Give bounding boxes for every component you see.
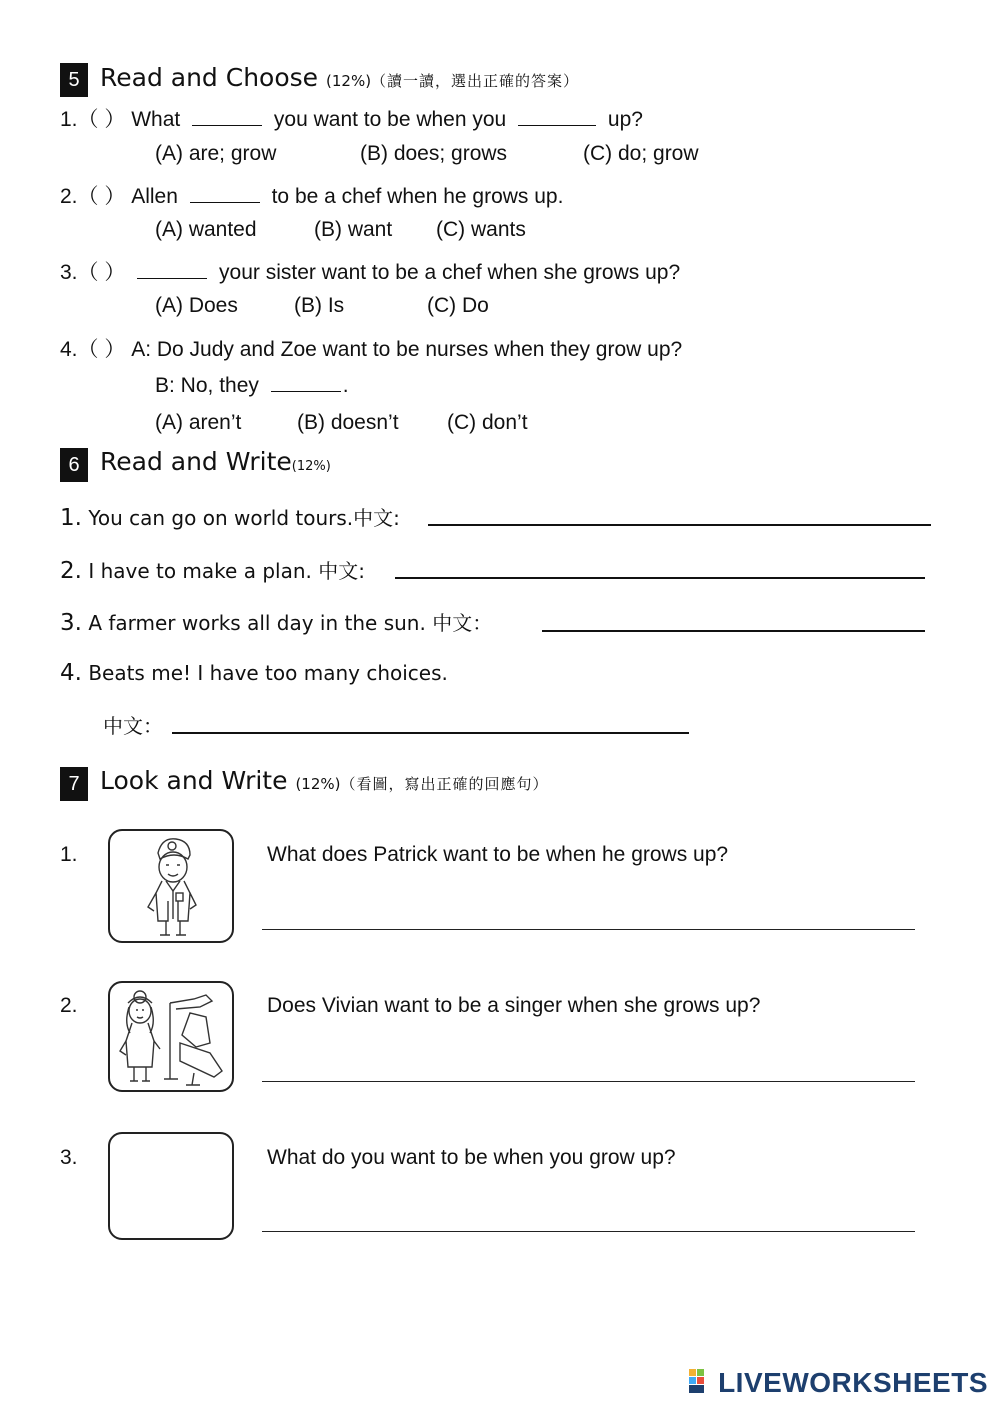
drawing-box[interactable]	[108, 1132, 234, 1240]
section-title-text: Look and Write	[100, 766, 288, 795]
section-title-read-and-write	[100, 447, 331, 476]
answer-line[interactable]	[395, 577, 925, 579]
picture-frame	[108, 829, 234, 943]
section-instruction: （看圖，寫出正確的回應句）	[340, 775, 549, 793]
question-number: 2.（ ）	[60, 185, 126, 208]
question-text: What do you want to be when you grow up?	[267, 1146, 676, 1169]
section-title-look-and-write	[100, 766, 549, 795]
section-points: (12%)	[291, 459, 331, 474]
item-number: 1.	[60, 843, 78, 866]
question-text: What does Patrick want to be when he grows up?	[267, 843, 729, 866]
liveworksheets-logo-icon	[688, 1368, 714, 1401]
picture-frame	[108, 981, 234, 1092]
section-title-text: Read and Write	[100, 447, 292, 476]
section-instruction: （讀一讀，選出正確的答案）	[371, 72, 580, 90]
option-b[interactable]: (B) Is	[294, 294, 345, 317]
item-number: 2.	[60, 994, 78, 1017]
option-b[interactable]: (B) does; grows	[360, 142, 508, 165]
question-number: 3.（ ）	[60, 261, 126, 284]
option-a[interactable]: (A) aren’t	[155, 411, 242, 434]
answer-blank[interactable]	[271, 373, 341, 392]
option-c[interactable]: (C) don’t	[447, 411, 528, 434]
option-c[interactable]: (C) wants	[436, 218, 526, 241]
option-b[interactable]: (B) doesn’t	[297, 411, 399, 434]
answer-blank[interactable]	[518, 107, 596, 126]
liveworksheets-footer[interactable]	[688, 1367, 988, 1401]
option-c[interactable]: (C) do; grow	[583, 142, 699, 165]
answer-line[interactable]	[262, 929, 915, 930]
translate-item-4: 4. Beats me! I have too many choices.	[60, 660, 448, 686]
option-b[interactable]: (B) want	[314, 218, 393, 241]
question-number: 4.（ ）	[60, 338, 126, 361]
section-title-read-and-choose	[100, 63, 579, 92]
section-title-text: Read and Choose	[100, 63, 319, 92]
answer-blank[interactable]	[137, 260, 207, 279]
translate-item-3: 3. A farmer works all day in the sun. 中文：	[60, 610, 493, 636]
answer-line[interactable]	[262, 1081, 915, 1082]
doctor-boy-icon	[110, 831, 232, 941]
item-number: 3.	[60, 1146, 78, 1169]
translate-item-1: 1. You can go on world tours.中文:	[60, 505, 400, 531]
answer-line[interactable]	[542, 630, 925, 632]
question-text: Does Vivian want to be a singer when she grows up?	[267, 994, 761, 1017]
question-1: 1.（ ） What you want to be when you up?	[60, 108, 643, 131]
translate-label: 中文：	[103, 714, 163, 738]
answer-line[interactable]	[172, 732, 689, 734]
translate-item-2: 2. I have to make a plan. 中文:	[60, 558, 365, 584]
question-number: 1.（ ）	[60, 108, 126, 131]
option-c[interactable]: (C) Do	[427, 294, 489, 317]
question-3: 3.（ ） your sister want to be a chef when she grows up?	[60, 261, 681, 284]
section-points: (12%)	[295, 775, 341, 793]
dentist-girl-icon	[110, 983, 232, 1090]
answer-blank[interactable]	[190, 184, 260, 203]
liveworksheets-brand: LIVEWORKSHEETS	[718, 1366, 988, 1398]
question-4-response: B: No, they .	[155, 374, 349, 397]
section-points: (12%)	[326, 72, 372, 90]
answer-line[interactable]	[428, 524, 931, 526]
option-a[interactable]: (A) Does	[155, 294, 238, 317]
option-a[interactable]: (A) are; grow	[155, 142, 277, 165]
question-4: 4.（ ） A: Do Judy and Zoe want to be nurses when they grow up?	[60, 338, 683, 361]
section-number-7: 7	[60, 767, 88, 801]
question-2: 2.（ ） Allen to be a chef when he grows up.	[60, 185, 564, 208]
section-number-6: 6	[60, 448, 88, 482]
option-a[interactable]: (A) wanted	[155, 218, 257, 241]
section-number-5: 5	[60, 63, 88, 97]
answer-blank[interactable]	[192, 107, 262, 126]
answer-line[interactable]	[262, 1231, 915, 1232]
